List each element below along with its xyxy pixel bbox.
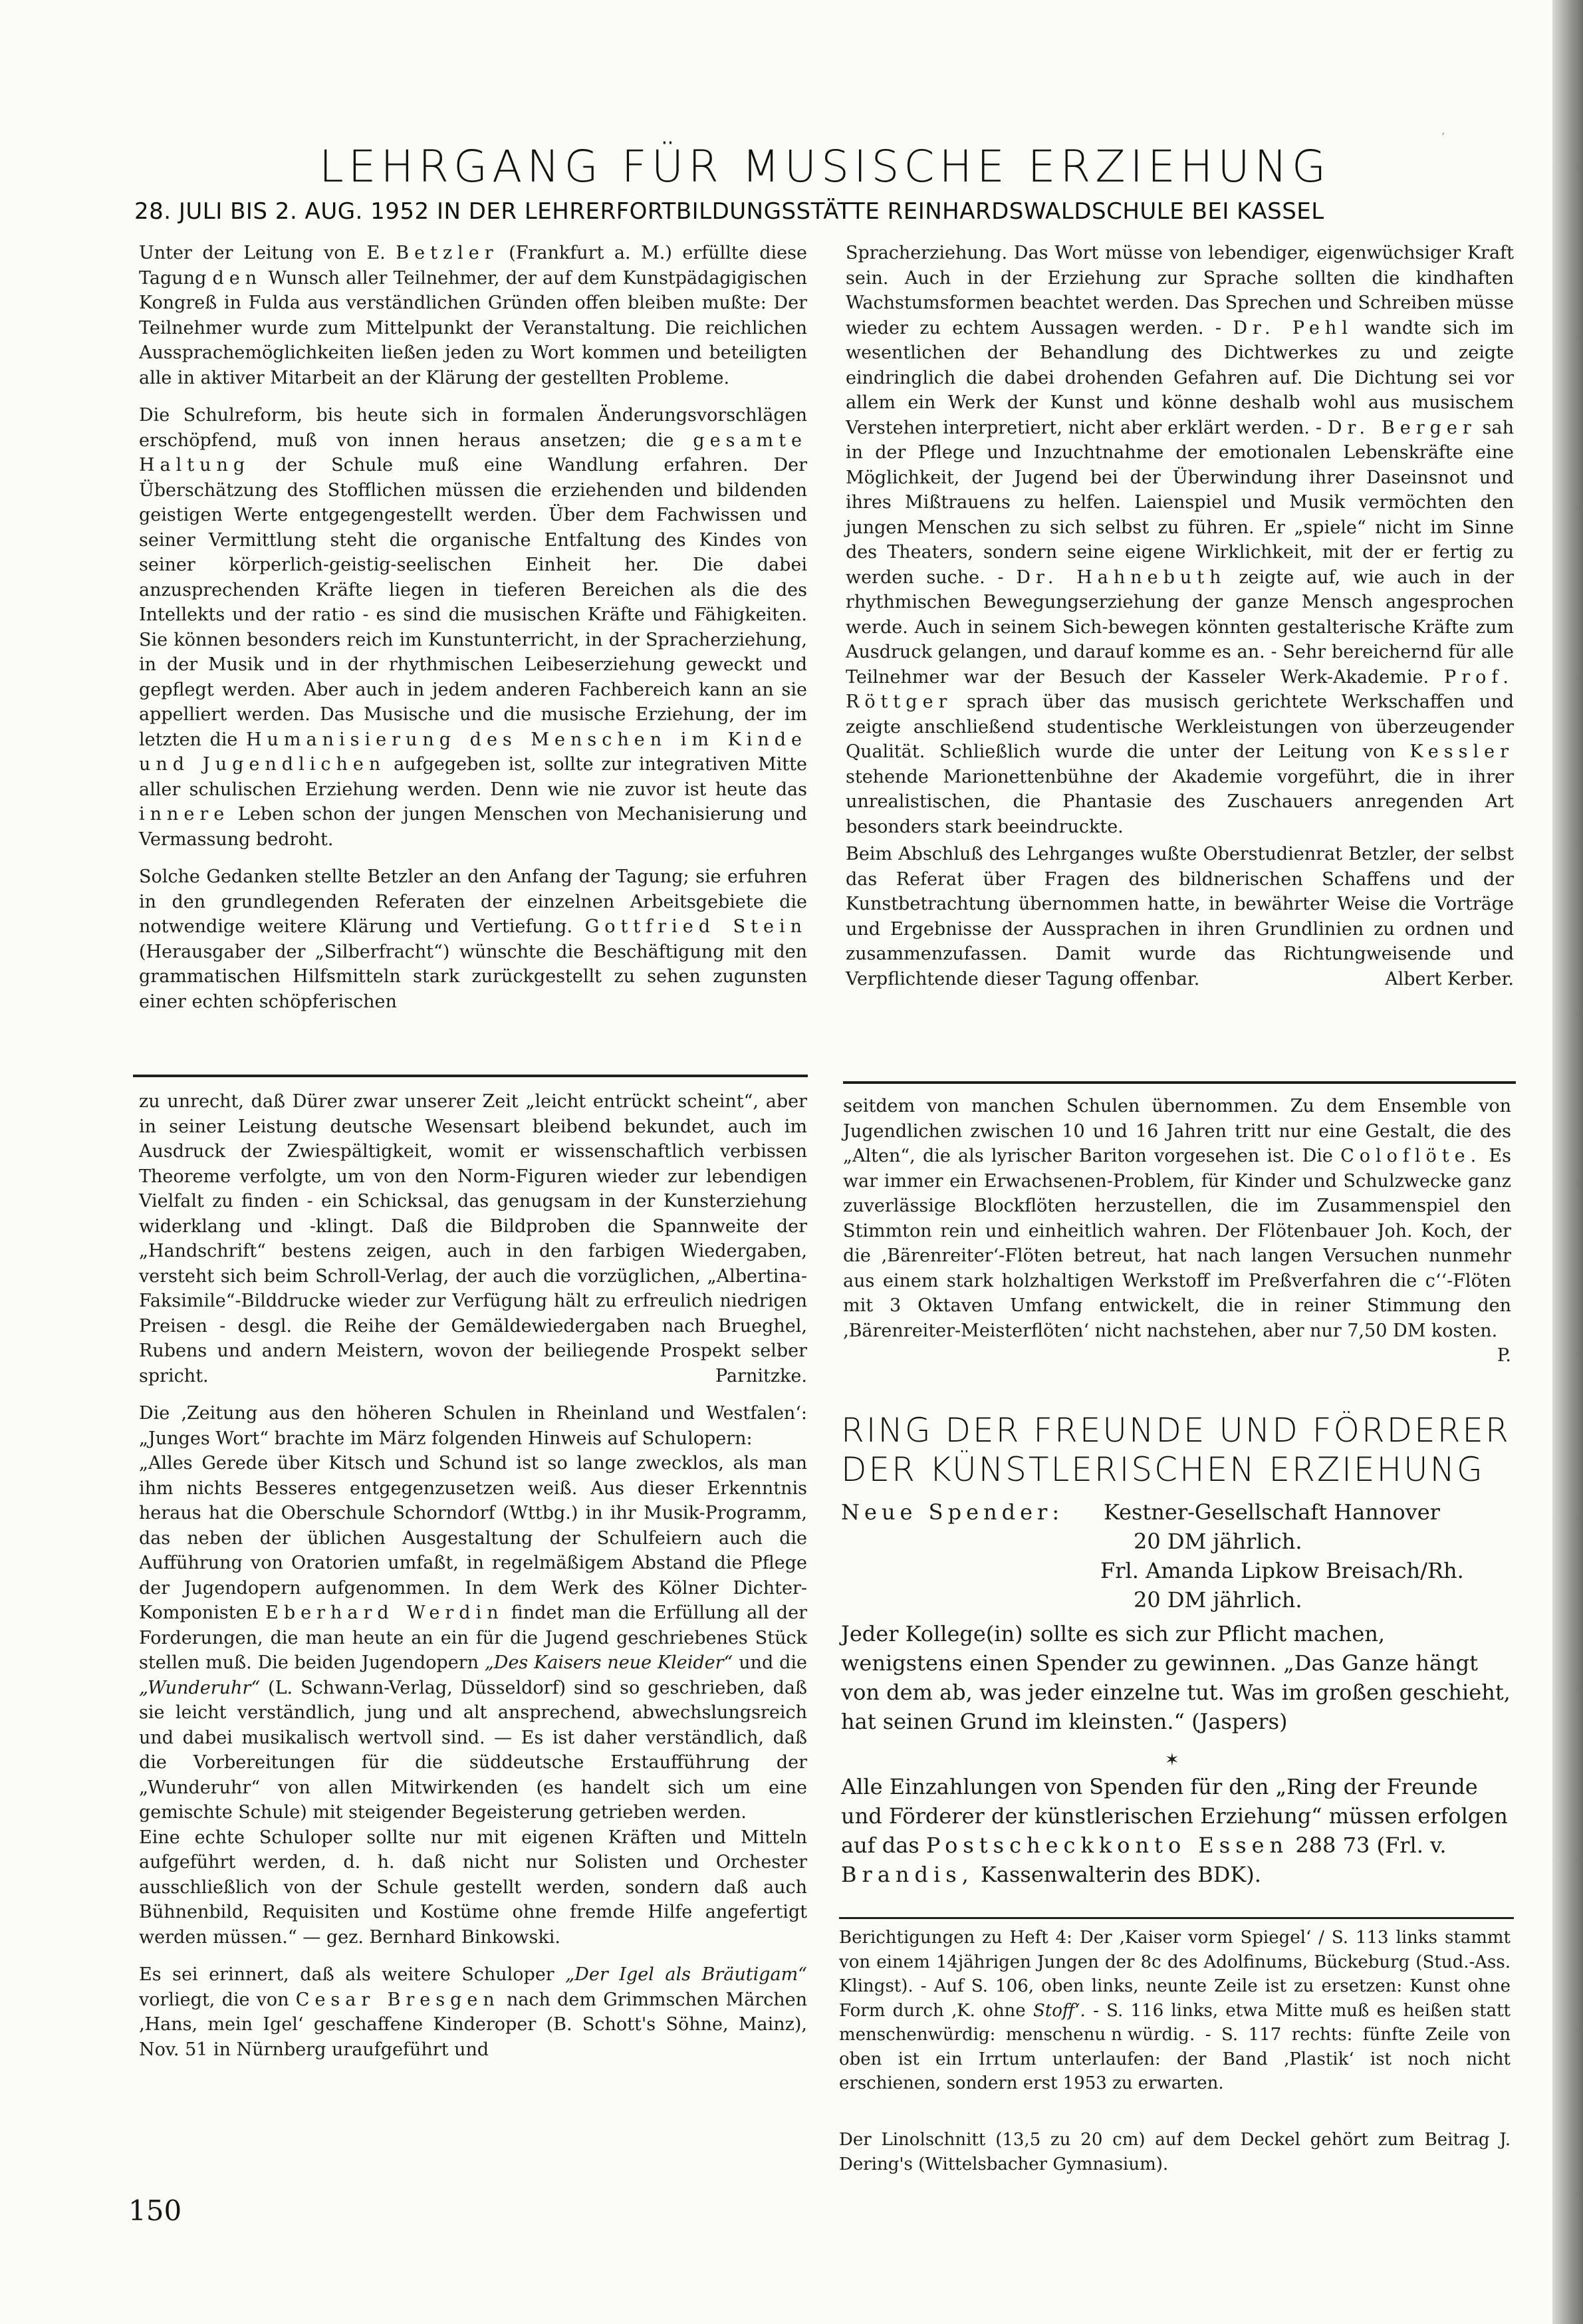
donor-2-amount: 20 DM jährlich.	[1134, 1587, 1302, 1613]
lehrgang-paragraph-2: Die Schulreform, bis heute sich in formalen Änderungsvorschlägen erschöpfend, muß von innen heraus ansetzen; die gesamte Haltung der Schule muß eine Wandlung erfahren. Der Überschätzung des Stofflichen müssen die erziehenden und bildenden geistigen Werte entgegengestellt werden. Über dem Fachwissen und seiner Vermittlung steht die organische Entfaltung des Kindes von seiner körperlich-geistig-seelischen Einheit her. Die dabei anzusprechenden Kräfte liegen in tieferen Bereichen als die des Intellekts und der ratio - es sind die musischen Kräfte und Fähigkeiten. Sie können besonders reich im Kunstunterricht, in der Spracherziehung, in der Musik und in der rhythmischen Leibeserziehung geweckt und gepflegt werden. Aber auch in jedem anderen Fachbereich kann an sie appelliert werden. Das Musische und die musische Erziehung, der im letzten die Humanisierung des Menschen im Kinde und Jugendlichen aufgegeben ist, sollte zur integrativen Mitte aller schulischen Erziehung werden. Denn wie nie zuvor ist heute das innere Leben schon der jungen Menschen von Mechanisierung und Vermassung bedroht.	[139, 405, 807, 850]
coloflote-paragraph: seitdem von manchen Schulen übernommen. Zu dem Ensemble von Jugendlichen zwischen 10 und 16 Jahren tritt nur eine Gestalt, die des „Alten“, die als lyrischer Bariton vorgesehen ist. Die Coloflöte. Es war immer ein Erwachsenen-Problem, für Kinder und Schulzwecke ganz zuverlässige Blockflöten herzustellen, die im Zusammenspiel den Stimmton rein und einheitlich wahren. Der Flötenbauer Joh. Koch, der die ‚Bärenreiter‘-Flöten betreut, hat nach langen Versuchen nunmehr aus einem stark holzhaltigen Werkstoff im Preßverfahren die c‘‘-Flöten mit 3 Oktaven Umfang entwickelt, die in reiner Stimmung den ‚Bärenreiter-Meisterflöten‘ nicht nachstehen, aber nur 7,50 DM kosten. P.	[843, 1094, 1511, 1343]
appeal-text: Jeder Kollege(in) sollte es sich zur Pflicht machen, wenigstens einen Spender zu gewinnen. „Das Ganze hängt von dem ab, was jeder einzelne tut. Was im großen geschieht, hat seinen Grund im kleinsten.“ (Jaspers)	[841, 1621, 1511, 1734]
print-speck: ’	[1441, 130, 1445, 143]
donors-label: Neue Spender:	[841, 1499, 1064, 1525]
signature-parnitzke: Parnitzke.	[715, 1365, 807, 1386]
divider-left	[133, 1075, 808, 1077]
donor-1-amount: 20 DM jährlich.	[1134, 1529, 1302, 1554]
schuloper-paragraph: Eine echte Schuloper sollte nur mit eigenen Kräften und Mitteln aufgeführt werden, d. h. daß nicht nur Solisten und Orchester ausschließlich von der Schule gestellt werden, sondern daß auch Bühnenbild, Requisiten und Kostüme ohne fremde Hilfe angefertigt werden müssen.“ — gez. Bernhard Binkowski.	[139, 1827, 807, 1948]
signature-p: P.	[1497, 1345, 1511, 1366]
lehrgang-right-column	[846, 241, 1514, 991]
article-subtitle: 28. JULI BIS 2. AUG. 1952 IN DER LEHRERFORTBILDUNGSSTÄTTE REINHARDSWALDSCHULE BEI KASSEL	[134, 198, 1324, 225]
article-title: LEHRGANG FÜR MUSISCHE ERZIEHUNG	[319, 141, 1331, 192]
new-donors	[841, 1497, 1513, 1614]
igel-paragraph: Es sei erinnert, daß als weitere Schuloper „Der Igel als Bräutigam“ vorliegt, die von Cesar Bresgen nach dem Grimmschen Märchen ‚Hans, mein Igel‘ geschaffene Kinderoper (B. Schott's Söhne, Mainz), Nov. 51 in Nürnberg uraufgeführt und	[139, 1964, 807, 2060]
donor-2: Frl. Amanda Lipkow Breisach/Rh.	[1100, 1558, 1464, 1583]
payment-text: Alle Einzahlungen von Spenden für den „Ring der Freunde und Förderer der künstlerischen Erziehung“ müssen erfolgen auf das Postscheckkonto Essen 288 73 (Frl. v. Brandis, Kassenwalterin des BDK).	[841, 1774, 1508, 1887]
signature-kerber: Albert Kerber.	[1385, 968, 1514, 989]
page-number: 150	[128, 2194, 182, 2227]
page-edge-shadow	[1552, 0, 1583, 2324]
lower-left-column	[139, 1089, 807, 2062]
lehrgang-paragraph-5: Beim Abschluß des Lehrganges wußte Oberstudienrat Betzler, der selbst das Referat über Fragen des bildnerischen Schaffens und der Kunstbetrachtung übernommen hatte, in bewährter Weise die Vorträge und Ergebnisse der Aussprachen in ihren Grundlinien zu ordnen und zusammenzufassen. Damit wurde das Richtungweisende und Verpflichtende dieser Tagung offenbar. Albert Kerber.	[846, 842, 1514, 991]
person-name: Gottfried Stein	[584, 916, 807, 937]
lehrgang-left-column	[139, 241, 807, 1014]
divider-corrections	[839, 1917, 1514, 1919]
lehrgang-paragraph-1: Unter der Leitung von E. Betzler (Frankfurt a. M.) erfüllte diese Tagung den Wunsch aller Teilnehmer, der auf dem Kunstpädagigischen Kongreß in Fulda aus verständlichen Gründen offen bleiben mußte: Der Teilnehmer wurde zum Mittelpunkt der Veranstaltung. Die reichlichen Aussprachemöglichkeiten ließen jeden zu Wort kommen und beteiligten alle in aktiver Mitarbeit an der Klärung der gestellten Probleme.	[139, 243, 807, 388]
zeitung-quote: „Alles Gerede über Kitsch und Schund ist so lange zwecklos, als man ihm nichts Besseres entgegenzusetzen weiß. Aus dieser Erkenntnis heraus hat die Oberschule Schorndorf (Wttbg.) in ihr Musik-Programm, das neben der üblichen Ausgestaltung der Schulfeiern auch die Aufführung von Oratorien umfaßt, in regelmäßigem Abstand die Pflege der Jugendopern aufgenommen. In dem Werk des Kölner Dichter-Komponisten Eberhard Werdin findet man die Erfüllung all der Forderungen, die man heute an ein für die Jugend geschriebenes Stück stellen muß. Die beiden Jugendopern „Des Kaisers neue Kleider“ und die „Wunderuhr“ (L. Schwann-Verlag, Düsseldorf) sind so geschrieben, daß sie leicht verständlich, jung und alt ansprechend, abwechslungsreich und dabei musikalisch wertvoll sind. — Es ist daher verständlich, daß die Vorbereitungen für die süddeutsche Erstaufführung der „Wunderuhr“ von allen Mitwirkenden (es handelt sich um eine gemischte Schule) mit steigender Begeisterung getrieben werden.	[139, 1453, 807, 1823]
asterisk-icon: ✶	[1165, 1750, 1179, 1770]
divider-right	[843, 1081, 1516, 1084]
lehrgang-paragraph-4: Spracherziehung. Das Wort müsse von lebendiger, eigenwüchsiger Kraft sein. Auch in der Erziehung zur Sprache sollten die kindhaften Wachstumsformen beachtet werden. Das Sprechen und Schreiben müsse wieder zu echtem Aussagen werden. - Dr. Pehl wandte sich im wesentlichen der Behandlung des Dichtwerkes zu und zeigte eindringlich die dabei drohenden Gefahren auf. Die Dichtung sei vor allem ein Werk der Kunst und könne deshalb wohl aus musischem Verstehen interpretiert, nicht aber erklärt werden. - Dr. Berger sah in der Pflege und Inzuchtnahme der emotionalen Lebenskräfte eine Möglichkeit, der Jugend bei der Überwindung ihrer Daseinsnot und ihres Mißtrauens zu helfen. Laienspiel und Musik vermöchten den jungen Menschen zu sich selbst zu führen. Er „spiele“ nicht im Sinne des Theaters, sondern seine eigene Wirklichkeit, mit der er fertig zu werden suche. - Dr. Hahnebuth zeigte auf, wie auch in der rhythmischen Bewegungserziehung der ganze Mensch angesprochen werde. Auch in seinem Sich-bewegen könnten gestalterische Kräfte zum Ausdruck gelangen, und darauf komme es an. - Sehr bereichernd für alle Teilnehmer war der Besuch der Kasseler Werk-Akademie. Prof. Röttger sprach über das musisch gerichtete Werkschaffen und zeigte anschließend studentische Werkleistungen von überzeugender Qualität. Schließlich wurde die unter der Leitung von Kessler stehende Marionettenbühne der Akademie vorgeführt, die in ihrer unrealistischen, die Phantasie des Zuschauers anregenden Art besonders stark beeindruckte.	[846, 243, 1514, 837]
durer-review: zu unrecht, daß Dürer zwar unserer Zeit „leicht entrückt scheint“, aber in seiner Leistung deutsche Wesensart bleibend bekundet, auch im Ausdruck der Zwiespältigkeit, womit er wissenschaftlich verbissen Theoreme verfolgte, um von den Norm-Figuren wieder zur lebendigen Vielfalt zu finden - ein Schicksal, das genugsam in der Kunsterziehung widerklang und -klingt. Daß die Bildproben die Spannweite der „Handschrift“ bestens zeigen, auch in den farbigen Wiedergaben, versteht sich beim Schroll-Verlag, der auch die vorzüglichen, „Albertina-Faksimile“-Bilddrucke wieder zur Verfügung hält zu erfreulich niedrigen Preisen - desgl. die Reihe der Gemäldewiedergaben nach Brueghel, Rubens und andern Meistern, wovon der beiliegende Prospekt selber spricht. Parnitzke.	[139, 1089, 807, 1388]
ring-heading: RING DER FREUNDE UND FÖRDERER DER KÜNSTLERISCHEN ERZIEHUNG	[841, 1411, 1511, 1489]
corrections: Berichtigungen zu Heft 4: Der ‚Kaiser vorm Spiegel‘ / S. 113 links stammt von einem 14jährigen Jungen der 8c des Adolfinums, Bückeburg (Stud.-Ass. Klingst). - Auf S. 106, oben links, neunte Zeile ist zu ersetzen: Kunst ohne Form durch ‚K. ohne Stoff‘. - S. 116 links, etwa Mitte muß es heißen statt menschenwürdig: menschenunwürdig. - S. 117 rechts: fünfte Zeile von oben ist ein Irrtum unterlaufen: der Band ‚Plastik‘ ist noch nicht erschienen, sondern erst 1953 zu erwarten.	[839, 1928, 1511, 2093]
zeitung-intro: Die ‚Zeitung aus den höheren Schulen in Rheinland und Westfalen‘: „Junges Wort“ brachte im März folgenden Hinweis auf Schulopern:	[139, 1403, 807, 1449]
coloflote-column	[843, 1094, 1511, 1368]
person-name: Betzler	[396, 243, 499, 263]
linocut-note: Der Linolschnitt (13,5 zu 20 cm) auf dem Deckel gehört zum Beitrag J. Dering's (Wittelsbacher Gymnasium).	[839, 2130, 1511, 2174]
lehrgang-paragraph-3: Solche Gedanken stellte Betzler an den Anfang der Tagung; sie erfuhren in den grundlegenden Referaten der einzelnen Arbeitsgebiete die notwendige weitere Klärung und Vertiefung. Gottfried Stein (Herausgaber der „Silberfracht“) wünschte die Beschäftigung mit den grammatischen Hilfsmitteln stark zurückgestellt zu sehen zugunsten einer echten schöpferischen	[139, 866, 807, 1012]
donor-1: Kestner-Gesellschaft Hannover	[1104, 1499, 1440, 1525]
